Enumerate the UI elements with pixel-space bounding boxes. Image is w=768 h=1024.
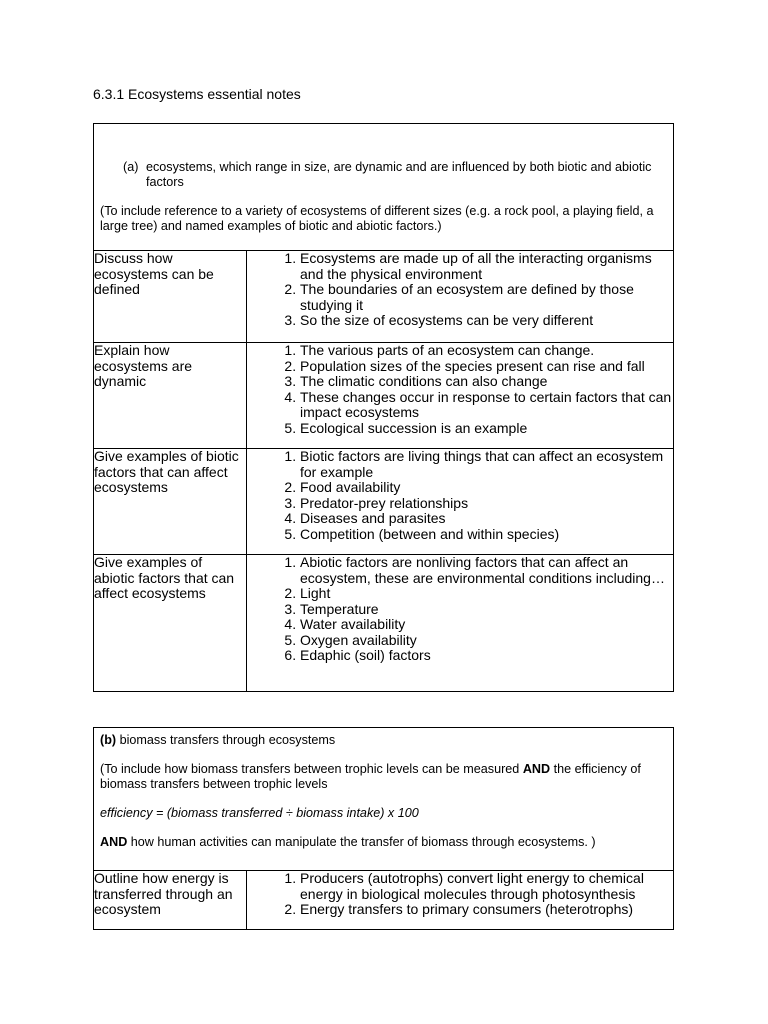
section-a-header (94, 124, 674, 251)
section-b-note: (To include how biomass transfers between trophic levels can be measured AND the efficiency of biomass transfers between trophic levels (100, 762, 641, 791)
section-b-note-2: AND how human activities can manipulate the transfer of biomass through ecosystems. ) (100, 835, 596, 849)
answer-item: 6. Edaphic (soil) factors (300, 648, 673, 664)
section-b-header (94, 728, 674, 871)
section-b-statement: biomass transfers through ecosystems (119, 733, 336, 747)
answer-item: 2. Energy transfers to primary consumers (heterotrophs) (300, 902, 673, 918)
answer-item: 3. Predator-prey relationships (300, 496, 673, 512)
question-cell: Outline how energy is transferred through an ecosystem (94, 871, 247, 930)
page-title: 6.3.1 Ecosystems essential notes (93, 86, 301, 102)
answer-cell (247, 555, 674, 692)
answer-item: 3. So the size of ecosystems can be very different (300, 313, 673, 329)
answer-cell (247, 343, 674, 449)
answer-cell (247, 251, 674, 343)
answer-item: 3. The climatic conditions can also change (300, 374, 673, 390)
efficiency-formula: efficiency = (biomass transferred ÷ biomass intake) x 100 (100, 806, 419, 820)
section-a-table (93, 123, 674, 692)
answer-item: 3. Temperature (300, 602, 673, 618)
answer-list (247, 449, 673, 542)
table-row (94, 449, 674, 555)
answer-list (247, 555, 673, 664)
section-b-label: (b) (100, 733, 117, 747)
section-a-statement: ecosystems, which range in size, are dynamic and are influenced by both biotic and abiotic factors (146, 160, 652, 189)
answer-list (247, 871, 673, 918)
answer-item: 5. Competition (between and within species) (300, 527, 673, 543)
question-cell: Explain how ecosystems are dynamic (94, 343, 247, 449)
answer-item: 2. Food availability (300, 480, 673, 496)
answer-item: 5. Ecological succession is an example (300, 421, 673, 437)
section-b-table (93, 727, 674, 930)
answer-cell (247, 449, 674, 555)
answer-item: 4. These changes occur in response to certain factors that can impact ecosystems (300, 390, 673, 421)
answer-item: 2. Light (300, 586, 673, 602)
answer-list (247, 343, 673, 436)
answer-item: 1. The various parts of an ecosystem can change. (300, 343, 673, 359)
answer-item: 1. Ecosystems are made up of all the interacting organisms and the physical environment (300, 251, 673, 282)
answer-cell (247, 871, 674, 930)
question-cell: Give examples of abiotic factors that can affect ecosystems (94, 555, 247, 692)
answer-item: 2. Population sizes of the species present can rise and fall (300, 359, 673, 375)
answer-item: 2. The boundaries of an ecosystem are defined by those studying it (300, 282, 673, 313)
answer-item: 5. Oxygen availability (300, 633, 673, 649)
answer-item: 4. Diseases and parasites (300, 511, 673, 527)
table-row (94, 871, 674, 930)
table-row (94, 555, 674, 692)
answer-item: 1. Biotic factors are living things that can affect an ecosystem for example (300, 449, 673, 480)
answer-item: 1. Abiotic factors are nonliving factors that can affect an ecosystem, these are environmental conditions including… (300, 555, 673, 586)
answer-list (247, 251, 673, 329)
table-row (94, 343, 674, 449)
section-a-label: (a) (123, 160, 139, 174)
question-cell: Give examples of biotic factors that can affect ecosystems (94, 449, 247, 555)
answer-item: 4. Water availability (300, 617, 673, 633)
section-a-note: (To include reference to a variety of ecosystems of different sizes (e.g. a rock pool, a playing field, a large tree) and named examples of biotic and abiotic factors.) (100, 204, 654, 233)
answer-item: 1. Producers (autotrophs) convert light energy to chemical energy in biological molecules through photosynthesis (300, 871, 673, 902)
table-row (94, 251, 674, 343)
question-cell: Discuss how ecosystems can be defined (94, 251, 247, 343)
